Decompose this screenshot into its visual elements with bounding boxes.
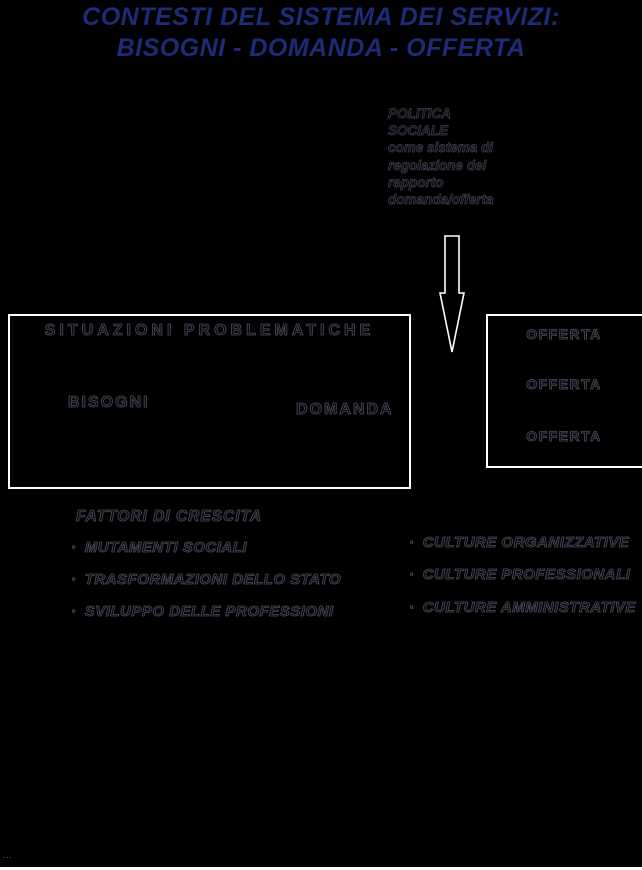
page-title: [0, 2, 642, 64]
policy-line: regolazione del: [388, 157, 487, 173]
down-arrow-icon: [435, 232, 471, 356]
culture-bullet-item: [410, 534, 629, 551]
bisogni-label: BISOGNI: [68, 394, 150, 411]
policy-line: SOCIALE: [388, 123, 449, 139]
bullet-square-icon: ▪: [410, 569, 414, 579]
bullet-square-icon: ▪: [72, 574, 76, 584]
offerta-box: [486, 314, 642, 468]
domanda-label: DOMANDA: [296, 401, 394, 418]
bullet-text: CULTURE AMMINISTRATIVE: [422, 599, 636, 616]
growth-bullet-item: [72, 603, 334, 620]
bullet-text: MUTAMENTI SOCIALI: [84, 539, 248, 556]
policy-line: come sistema di: [388, 140, 494, 156]
bullet-text: SVILUPPO DELLE PROFESSIONI: [84, 603, 334, 620]
offerta-line: OFFERTA: [526, 376, 602, 392]
culture-bullet-item: [410, 599, 636, 616]
title-line-1: CONTESTI DEL SISTEMA DEI SERVIZI:: [82, 3, 560, 31]
title-line-2: BISOGNI - DOMANDA - OFFERTA: [116, 34, 526, 62]
bullet-square-icon: ▪: [410, 537, 414, 547]
bullet-square-icon: ▪: [410, 602, 414, 612]
policy-line: rapporto: [388, 174, 444, 190]
bullet-square-icon: ▪: [72, 606, 76, 616]
bullet-square-icon: ▪: [72, 542, 76, 552]
bullet-text: CULTURE PROFESSIONALI: [422, 566, 631, 583]
policy-line: POLITICA: [388, 106, 451, 121]
problematic-situations-box: [8, 314, 411, 489]
bullet-text: CULTURE ORGANIZZATIVE: [422, 534, 630, 551]
offerta-line: OFFERTA: [526, 428, 602, 444]
policy-statement-block: [388, 105, 528, 208]
growth-bullet-item: [72, 571, 341, 588]
situations-box-header: SITUAZIONI PROBLEMATICHE: [44, 322, 375, 339]
growth-bullet-item: [72, 539, 247, 556]
footer-mark: ...: [3, 851, 13, 860]
offerta-line: OFFERTA: [526, 326, 602, 342]
growth-factors-header: FATTORI DI CRESCITA: [76, 508, 263, 525]
culture-bullet-item: [410, 566, 630, 583]
bullet-text: TRASFORMAZIONI DELLO STATO: [84, 571, 342, 588]
policy-line: domanda/offerta: [388, 192, 494, 208]
